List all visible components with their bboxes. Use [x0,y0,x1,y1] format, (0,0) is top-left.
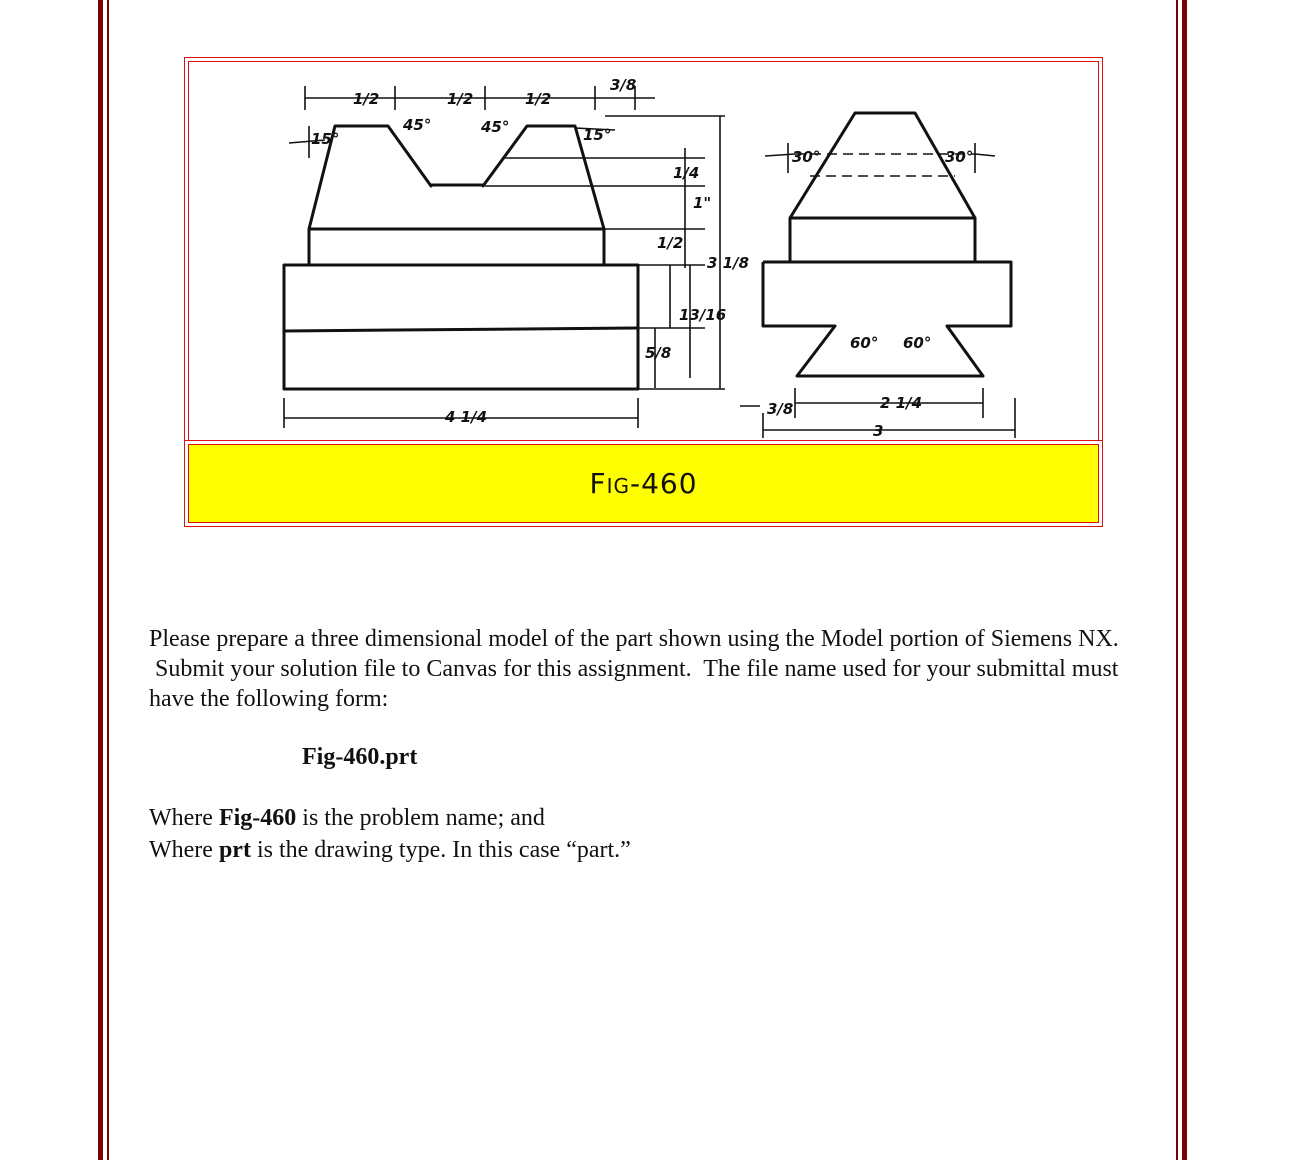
figure-caption-inner [188,444,1099,523]
dim-side-inch: 1" [693,194,712,212]
where-line-1 [149,803,1139,833]
dim-top-far: 3/8 [610,76,637,94]
dim-side-five-eighths: 5/8 [645,344,672,362]
page-border-right-outer [1182,0,1187,1160]
where1-bold: Fig-460 [218,805,297,831]
where-line-2 [149,835,1139,865]
technical-drawing [185,58,1104,469]
page-border-left-outer [98,0,103,1160]
front-base-split-line [284,328,638,331]
dim-angle-left-small: 15° [311,130,340,148]
front-upper-profile [309,126,604,265]
instructions-line-2: Submit your solution file to Canvas for this assignment. The file name used for your submittal must [149,656,1119,682]
side-lower-block [763,262,1011,376]
page-border-right-inner [1176,0,1178,1160]
dim-angle-right-small: 15° [583,126,612,144]
where1-prefix: Where [149,805,219,831]
page-border-left-inner [107,0,109,1160]
figure-frame [184,57,1103,468]
figure-caption-box [184,440,1103,527]
dim-side-angle-left-top: 30° [792,148,821,166]
where2-suffix: is the drawing type. In this case “part.” [250,837,631,863]
dim-top-mid: 1/2 [447,90,474,108]
dim-side-v-width: 2 1/4 [880,394,923,412]
dim-side-half: 1/2 [657,234,684,252]
side-middle-block [790,218,975,262]
instructions-line-3: have the following form: [149,686,389,712]
dim-angle-right: 45° [481,118,510,136]
dim-side-angle-right-top: 30° [945,148,974,166]
dim-side-angle-left-v: 60° [850,334,879,352]
dim-side-total-width: 3 [873,422,884,440]
dim-side-total: 3 1/8 [707,254,750,272]
dim-angle-left: 45° [403,116,432,134]
dim-side-thirteen: 13/16 [679,306,727,324]
instructions-line-1: Please prepare a three dimensional model of the part shown using the Model portion of Siemens NX. [149,626,1119,652]
dim-side-quarter: 1/4 [673,164,700,182]
dim-bottom-width: 4 1/4 [445,408,488,426]
instructions-paragraph [149,624,1139,714]
where2-bold: prt [218,837,251,863]
where2-prefix: Where [149,837,219,863]
dim-top-right: 1/2 [525,90,552,108]
dim-side-offset: 3/8 [767,400,794,418]
dim-side-angle-right-v: 60° [903,334,932,352]
filename-example: Fig-460.prt [302,744,418,770]
where1-suffix: is the problem name; and [296,805,545,831]
dim-top-left: 1/2 [353,90,380,108]
figure-caption: Fig-460 [589,467,698,500]
